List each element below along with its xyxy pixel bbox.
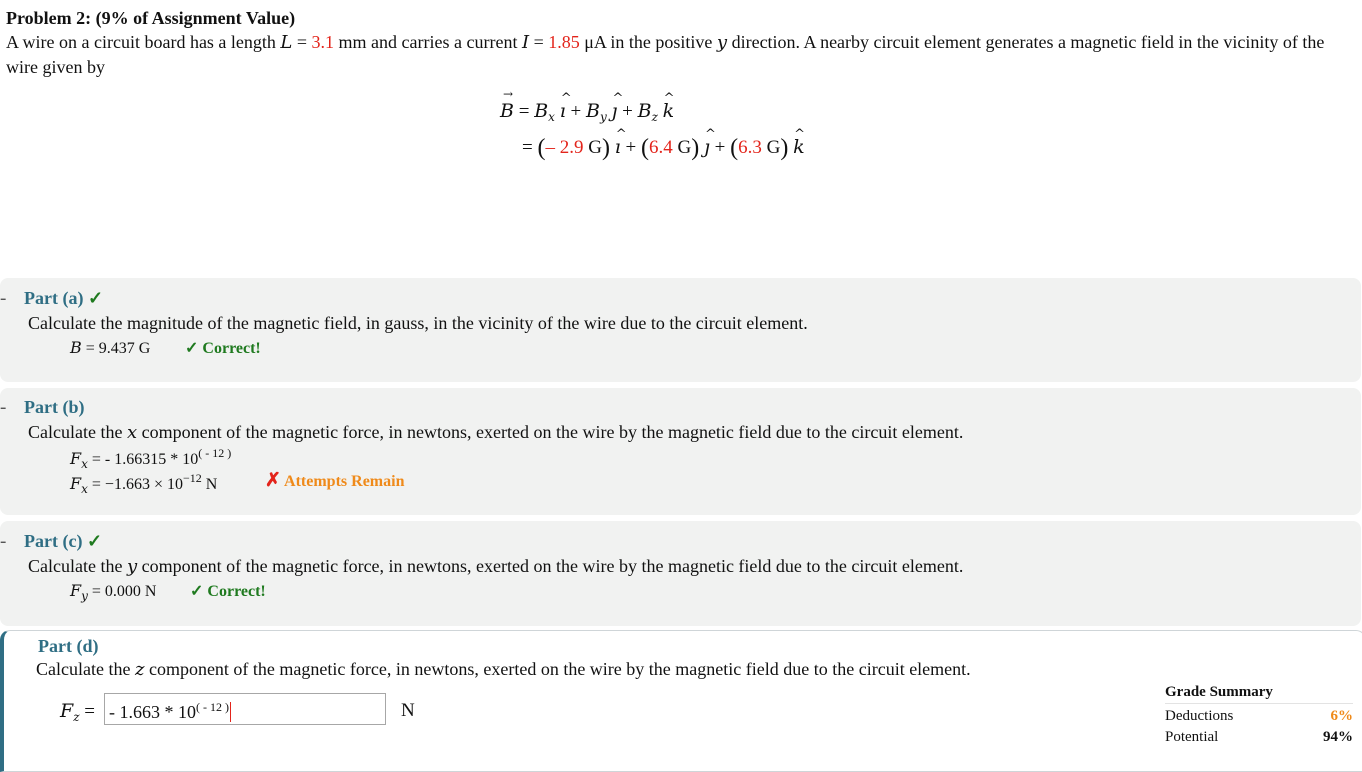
equals-sign: = — [529, 32, 549, 52]
answer-symbol: F — [70, 581, 82, 600]
length-unit: mm — [334, 32, 367, 52]
k-hat-icon: ^ k — [663, 100, 675, 122]
part-b-question — [28, 422, 963, 443]
input-equals: = — [79, 701, 95, 722]
result-unit: N — [201, 476, 218, 493]
part-c-label: Part (c) — [24, 531, 83, 551]
i-hat-icon: ^ ı — [615, 136, 621, 158]
by-symbol: B — [585, 100, 600, 122]
j-hat-icon: ^ ȷ — [611, 100, 617, 122]
statement-text-3: in the positive — [605, 32, 717, 52]
current-unit: μA — [579, 32, 606, 52]
part-b-label: Part (b) — [24, 397, 85, 417]
input-symbol: F — [60, 700, 74, 722]
question-text: Calculate the — [28, 556, 127, 576]
bz-unit: G — [761, 137, 781, 158]
part-d-unit: N — [401, 700, 415, 721]
problem-title: Problem 2: (9% of Assignment Value) — [6, 8, 296, 28]
text-cursor — [230, 702, 231, 722]
part-c-status: ✓ Correct! — [190, 583, 266, 600]
question-text: Calculate the — [28, 422, 127, 442]
x-mark-icon: ✗ — [265, 470, 281, 491]
part-d-input-label — [60, 700, 95, 724]
y-symbol: y — [716, 32, 728, 53]
entry-symbol: F — [70, 449, 82, 468]
collapse-toggle-icon[interactable]: - — [0, 288, 7, 309]
collapse-toggle-icon[interactable]: - — [0, 397, 7, 418]
part-b-entry — [70, 446, 231, 471]
current-symbol: I — [521, 32, 530, 53]
j-hat-icon: ^ ȷ — [704, 136, 710, 158]
collapse-toggle-icon[interactable]: - — [0, 531, 7, 552]
question-text: component of the magnetic force, in newtons, exerted on the wire by the magnetic field due to the circuit element. — [144, 659, 971, 679]
answer-value: = 9.437 G — [81, 340, 151, 357]
field-equation-symbolic: → $B = B_x$ ^ ı + $B_y$ ^ ȷ + $B_z$ ^ k — [500, 100, 674, 124]
length-symbol: L — [280, 32, 293, 53]
answer-symbol: B — [70, 338, 82, 357]
bz-symbol: B — [637, 100, 652, 122]
part-a-question: Calculate the magnitude of the magnetic field, in gauss, in the vicinity of the wire due to the circuit element. — [28, 313, 808, 333]
part-a-label: Part (a) — [24, 288, 84, 308]
by-value: 6.4 — [649, 137, 673, 158]
bx-subscript: x — [548, 110, 555, 124]
part-a-header[interactable] — [24, 288, 103, 309]
statement-text-1: A wire on a circuit board has a length — [6, 32, 281, 52]
statement-text-4: direction. A nearby circuit element generates a magnetic field in the vicinity of the wire given by — [6, 32, 1325, 77]
problem-statement — [6, 30, 1351, 79]
result-subscript: x — [81, 482, 88, 496]
field-equation-numeric: = (– 2.9 G) ^ ı + (6.4 G) ^ ȷ + (6.3 G) ^ k — [522, 135, 805, 162]
result-value: = −1.663 × 10 — [87, 476, 183, 493]
checkmark-icon: ✓ — [86, 531, 103, 551]
result-exponent: −12 — [182, 471, 202, 485]
grade-summary-title: Grade Summary — [1165, 684, 1353, 704]
bz-subscript: z — [651, 110, 658, 124]
potential-label: Potential — [1165, 729, 1219, 745]
bx-value: – 2.9 — [545, 137, 584, 158]
checkmark-icon: ✓ — [87, 288, 104, 308]
potential-value: 94% — [1323, 729, 1353, 745]
answer-subscript: y — [81, 589, 88, 603]
deductions-value: 6% — [1330, 708, 1353, 724]
part-c-header[interactable] — [24, 531, 102, 552]
answer-input[interactable] — [104, 693, 386, 725]
component-symbol: x — [126, 422, 138, 443]
part-c-answer — [70, 581, 156, 603]
statement-text-2: and carries a current — [366, 32, 522, 52]
part-d-question — [36, 659, 971, 680]
component-symbol: z — [134, 659, 145, 680]
result-symbol: F — [70, 474, 82, 493]
bz-value: 6.3 — [738, 137, 762, 158]
answer-value: = 0.000 N — [87, 583, 157, 600]
b-vector-symbol: → B — [500, 100, 514, 122]
question-text: Calculate the — [36, 659, 135, 679]
by-unit: G — [672, 137, 692, 158]
input-value: - 1.663 * 10 — [109, 702, 196, 722]
part-d-label: Part (d) — [38, 636, 99, 656]
bx-symbol: B — [534, 100, 549, 122]
part-b-header[interactable] — [24, 397, 84, 418]
entry-value: = - 1.66315 * 10 — [87, 451, 199, 468]
input-subscript: z — [73, 710, 80, 724]
length-value: 3.1 — [311, 32, 335, 52]
question-text: component of the magnetic force, in newtons, exerted on the wire by the magnetic field due to the circuit element. — [137, 556, 964, 576]
equals-sign: = — [292, 32, 312, 52]
bx-unit: G — [583, 137, 602, 158]
i-hat-icon: ^ ı — [560, 100, 566, 122]
question-text: component of the magnetic force, in newtons, exerted on the wire by the magnetic field due to the circuit element. — [137, 422, 964, 442]
entry-exponent: ( - 12 ) — [198, 446, 232, 460]
part-a-answer — [70, 338, 150, 358]
input-exponent: ( - 12 ) — [196, 700, 229, 714]
attempts-remain-text: Attempts Remain — [280, 473, 405, 490]
current-value: 1.85 — [548, 32, 580, 52]
deductions-row — [1165, 708, 1353, 725]
component-symbol: y — [126, 556, 138, 577]
part-a-status: ✓ Correct! — [185, 340, 261, 357]
k-hat-icon: ^ k — [793, 136, 805, 158]
part-c-question — [28, 556, 963, 577]
deductions-label: Deductions — [1165, 708, 1234, 724]
grade-summary — [1165, 684, 1353, 746]
part-b-result — [70, 471, 217, 496]
part-b-status — [265, 469, 404, 492]
part-d-header[interactable] — [38, 636, 98, 657]
by-subscript: y — [599, 110, 607, 124]
entry-subscript: x — [81, 457, 88, 471]
